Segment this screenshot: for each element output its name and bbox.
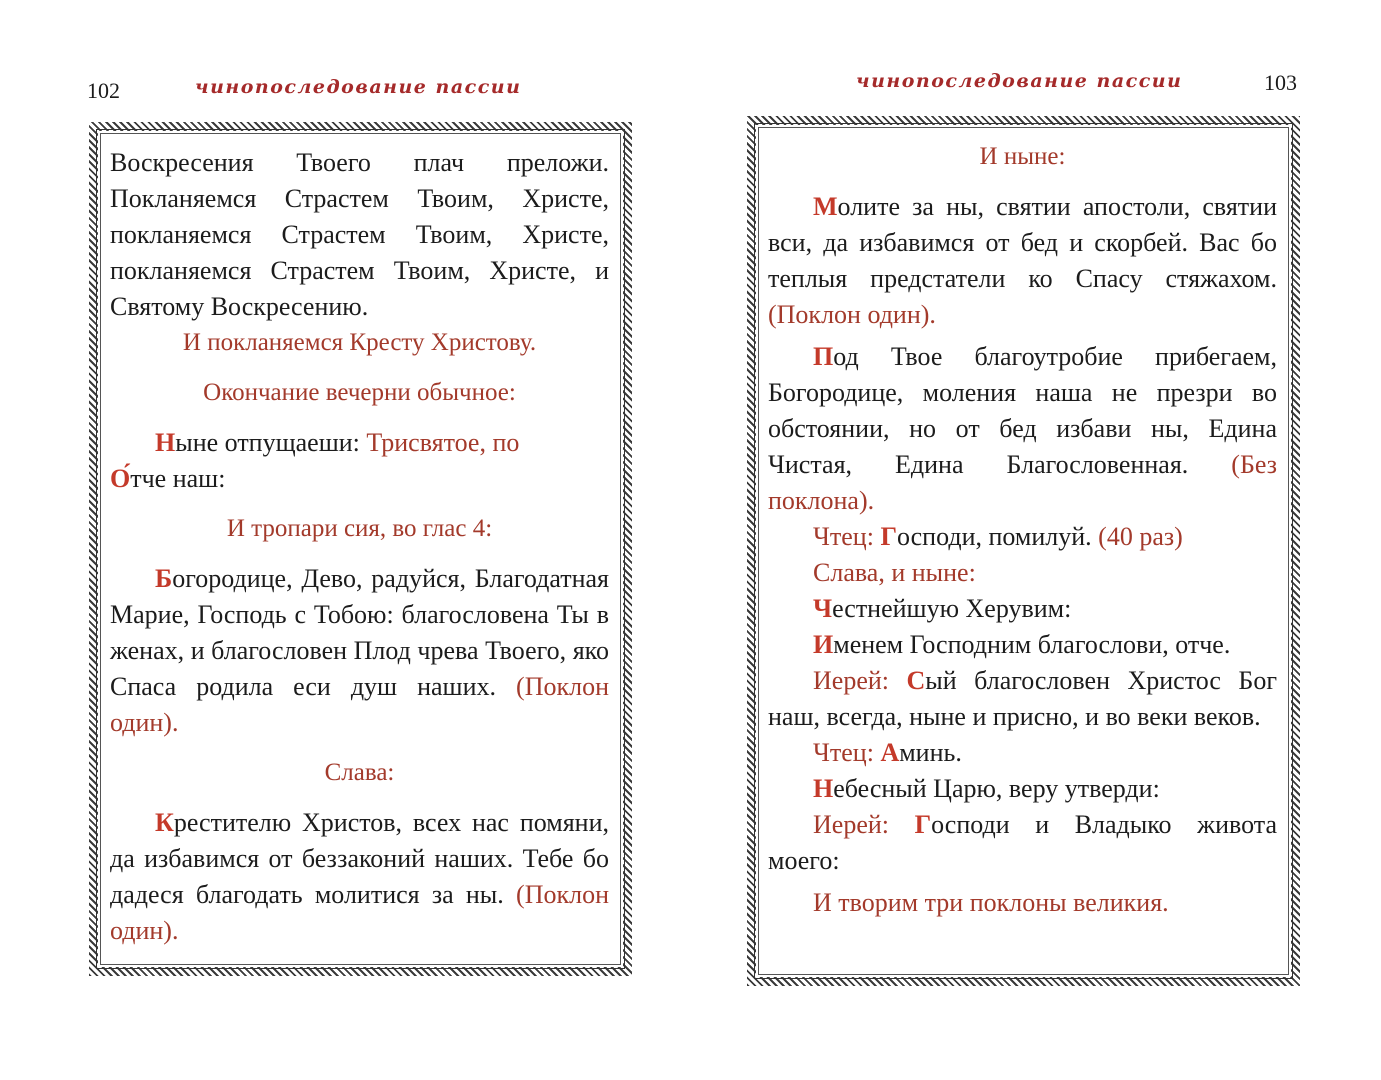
initial-letter: О́: [110, 464, 131, 493]
text: осподи и Владыко живота моего:: [768, 810, 1277, 875]
text: тче наш:: [130, 464, 226, 493]
text: ыне отпущаеши:: [175, 428, 367, 457]
text: огородице, Дево, радуйся, Благодатная Марие, Господь с Тобою: благословена Ты в женах, и благословен Плод чрева Твоего, яко Спаса родила еси душ наших.: [110, 564, 609, 701]
initial-letter: А: [880, 738, 900, 767]
paragraph: [110, 461, 609, 497]
text: рестителю Христов, всех нас помяни, да избавимся от беззаконий наших. Тебе бо дадеся благодать молитися за ны.: [110, 808, 609, 909]
running-head: чинопоследование пассии: [195, 76, 522, 98]
initial-letter: Г: [880, 522, 897, 551]
initial-letter: Н: [813, 774, 834, 803]
rubric: И покланяемся Кресту Христову.: [182, 329, 537, 356]
text: ый благословен Христос Бог наш, всегда, ныне и присно, и во веки веков.: [768, 666, 1277, 731]
ornamental-frame: [747, 116, 1300, 986]
paragraph: [768, 339, 1277, 519]
paragraph: [768, 189, 1277, 333]
rubric: И тропари сия, во глас 4:: [226, 515, 493, 542]
initial-letter: К: [155, 808, 174, 837]
paragraph: [768, 735, 1277, 771]
text: олите за ны, святии апостоли, святии вси, да избавимся от бед и скорбей. Вас бо теплыя предстатели ко Спасу стяжахом.: [768, 192, 1277, 293]
text: минь.: [899, 738, 962, 767]
paragraph: [768, 519, 1277, 555]
right-page: [690, 0, 1381, 1080]
initial-letter: Г: [914, 810, 932, 839]
speaker-label: Иерей:: [813, 666, 907, 695]
initial-letter: Ч: [813, 594, 833, 623]
page-number: 102: [87, 78, 120, 103]
rubric: (Поклон один).: [110, 880, 609, 945]
page-number: 103: [1264, 70, 1297, 95]
rubric: (Без поклона).: [768, 450, 1277, 515]
page-text: [768, 139, 1277, 921]
initial-letter: М: [813, 192, 838, 221]
paragraph: [768, 591, 1277, 627]
running-head: чинопоследование пассии: [856, 70, 1183, 92]
initial-letter: Н: [155, 428, 176, 457]
rubric: Слава:: [324, 759, 395, 786]
rubric: (Поклон один).: [110, 672, 609, 737]
page-text: [110, 145, 609, 949]
paragraph: [110, 425, 609, 461]
ornamental-frame: [89, 122, 632, 976]
initial-letter: С: [906, 666, 926, 695]
text: осподи, помилуй.: [896, 522, 1099, 551]
speaker-label: Чтец:: [813, 738, 881, 767]
paragraph: [768, 663, 1277, 735]
paragraph: [768, 807, 1277, 879]
speaker-label: Чтец:: [813, 522, 881, 551]
paragraph: Воскресения Твоего плач преложи. Покланяемся Страстем Твоим, Христе, покланяемся Страстем Твоим, Христе, покланяемся Страстем Твоим, Христе, и Святому Воскресению.: [110, 148, 609, 321]
text: естнейшую Херувим:: [832, 594, 1072, 623]
text: ебесный Царю, веру утверди:: [833, 774, 1160, 803]
initial-letter: И: [813, 630, 834, 659]
left-page: [0, 0, 690, 1080]
initial-letter: П: [813, 342, 834, 371]
rubric: Окончание вечерни обычное:: [203, 379, 516, 406]
rubric: И творим три поклоны великия.: [813, 888, 1169, 917]
rubric: И ныне:: [979, 143, 1066, 170]
rubric: (40 раз): [1098, 522, 1183, 551]
paragraph: [768, 627, 1277, 663]
paragraph: [768, 771, 1277, 807]
rubric: (Поклон один).: [768, 300, 936, 329]
paragraph: [110, 805, 609, 949]
paragraph: [110, 561, 609, 741]
speaker-label: Иерей:: [813, 810, 915, 839]
rubric: Трисвятое, по: [366, 428, 520, 457]
text: од Твое благоутробие прибегаем, Богородице, моления наша не презри во обстоянии, но от бед избави ны, Едина Чистая, Едина Благословенная.: [768, 342, 1277, 479]
text: менем Господним благослови, отче.: [833, 630, 1231, 659]
rubric: Слава, и ныне:: [813, 558, 976, 587]
initial-letter: Б: [155, 564, 173, 593]
